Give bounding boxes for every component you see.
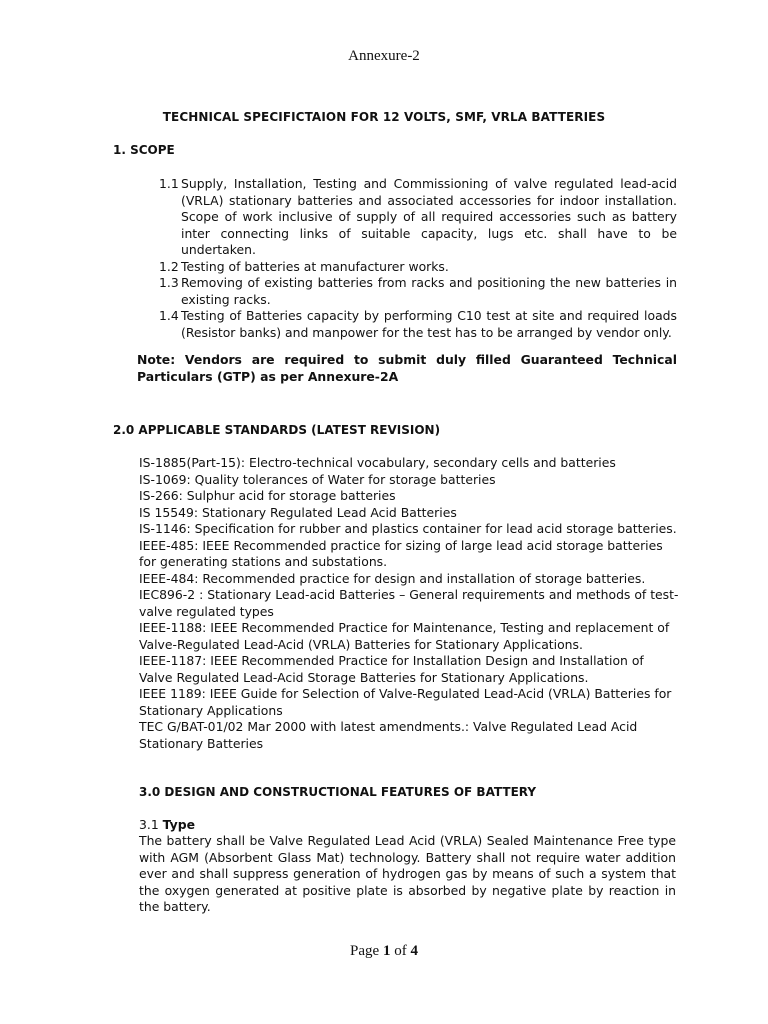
scope-item-text: Testing of Batteries capacity by performing C10 test at site and required loads (Resistor banks) and manpower for the test has to be arranged by vendor only. [181,308,677,340]
scope-note: Note: Vendors are required to submit duly filled Guaranteed Technical Particulars (GTP) as per Annexure-2A [137,352,677,384]
page-total: 4 [410,943,418,959]
scope-heading: 1. SCOPE [113,143,175,157]
of-word: of [394,943,407,959]
standard-item: IS 15549: Stationary Regulated Lead Acid Batteries [139,504,457,520]
standard-item: IEC896-2 : Stationary Lead-acid Batteries – General requirements and methods of test-valve regulated types [139,587,679,619]
type-paragraph: The battery shall be Valve Regulated Lead Acid (VRLA) Sealed Maintenance Free type with AGM (Absorbent Glass Mat) technology. Battery shall not require water addition ever and shall suppress generation of hydrogen gas by means of such a system that the oxygen generated at positive plate is absorbed by negative plate by reaction in the battery. [139,833,676,914]
scope-item [159,176,677,259]
annexure-label: Annexure-2 [348,48,420,64]
scope-item-number: 1.2 [159,258,179,274]
page-number: 1 [382,943,391,959]
standard-item: IEEE-485: IEEE Recommended practice for sizing of large lead acid storage batteries for generating stations and substations. [139,537,663,569]
standard-item: IEEE 1189: IEEE Guide for Selection of Valve-Regulated Lead-Acid (VRLA) Batteries for Stationary Applications [139,686,672,718]
scope-item-number: 1.3 [159,275,179,290]
standard-item: IEEE-1188: IEEE Recommended Practice for Maintenance, Testing and replacement of Valve-Regulated Lead-Acid (VRLA) Batteries for Stationary Applications. [139,620,670,652]
scope-item [159,308,677,341]
standard-item: IS-1069: Quality tolerances of Water for storage batteries [139,471,496,487]
scope-item-number: 1.1 [159,176,179,191]
scope-item-text: Testing of batteries at manufacturer works. [181,258,449,274]
scope-list [159,176,677,341]
type-label: Type [162,817,196,832]
standards-heading: 2.0 APPLICABLE STANDARDS (LATEST REVISION) [113,423,441,437]
scope-item-text: Supply, Installation, Testing and Commissioning of valve regulated lead-acid (VRLA) stationary batteries and associated accessories for indoor installation. Scope of work inclusive of supply of all required accessories such as battery inter connecting links of suitable capacity, lugs etc. shall have to be undertaken. [181,176,677,257]
standard-item: IEEE-484: Recommended practice for design and installation of storage batteries. [139,570,646,586]
scope-item [159,259,677,276]
type-number: 3.1 [139,817,159,832]
page-word: Page [350,943,380,959]
scope-item-text: Removing of existing batteries from racks and positioning the new batteries in existing racks. [181,275,677,307]
standards-list [139,455,679,752]
standard-item: IS-1885(Part-15): Electro-technical vocabulary, secondary cells and batteries [139,455,616,470]
standard-item: TEC G/BAT-01/02 Mar 2000 with latest amendments.: Valve Regulated Lead Acid Stationary Batteries [139,719,638,751]
scope-item-number: 1.4 [159,308,179,323]
type-subheading [139,817,195,834]
scope-item [159,275,677,308]
standard-item: IEEE-1187: IEEE Recommended Practice for Installation Design and Installation of Valve Regulated Lead-Acid Storage Batteries for Stationary Applications. [139,653,644,685]
standard-item: IS-266: Sulphur acid for storage batteries [139,488,396,503]
standard-item: IS-1146: Specification for rubber and plastics container for lead acid storage batteries. [139,521,677,536]
page-footer [0,943,768,960]
document-title: TECHNICAL SPECIFICTAION FOR 12 VOLTS, SMF, VRLA BATTERIES [162,110,606,124]
design-heading: 3.0 DESIGN AND CONSTRUCTIONAL FEATURES OF BATTERY [139,785,537,799]
